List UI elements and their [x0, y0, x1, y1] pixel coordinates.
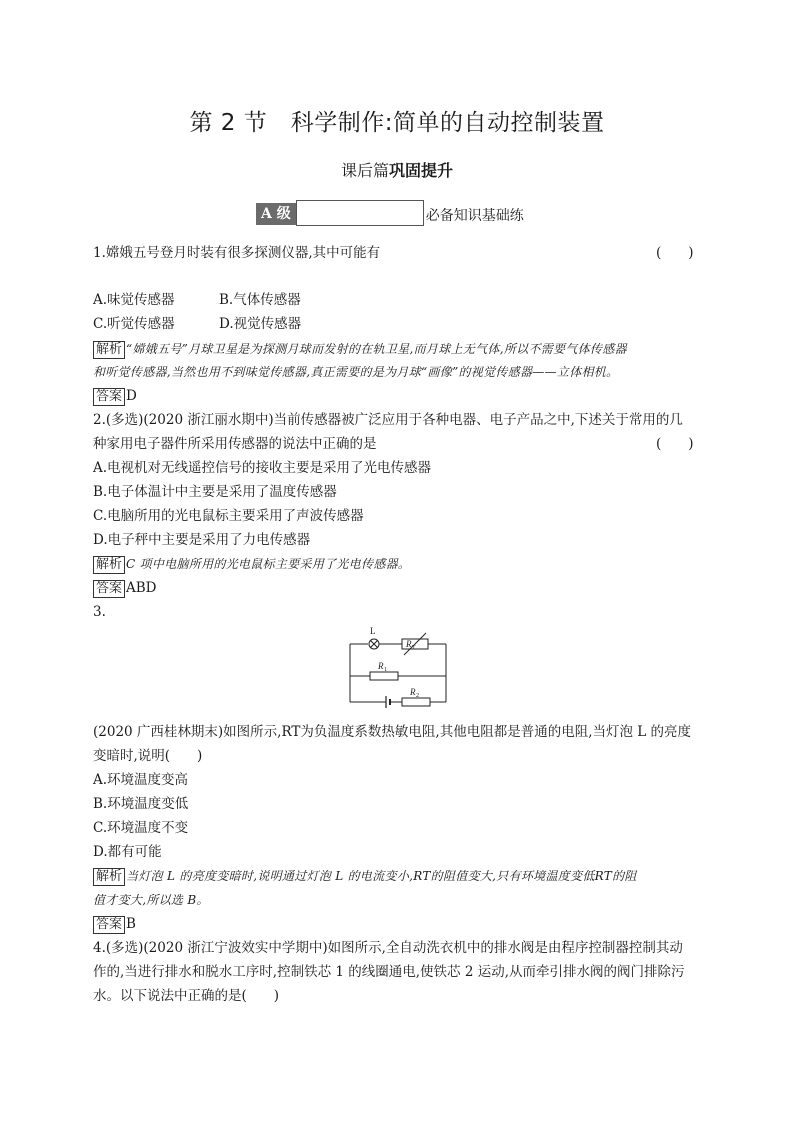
- q3-answer: [93, 914, 136, 934]
- level-title: 必备知识基础练: [425, 208, 524, 224]
- page-title: 第 2 节 科学制作:简单的自动控制装置: [189, 110, 605, 136]
- q3-option-a: A.环境温度变高: [93, 772, 189, 788]
- level-blank-box: [296, 200, 424, 226]
- q1-explain-line-1: [93, 339, 627, 359]
- q1-answer-label: 答案: [93, 388, 125, 406]
- q4-stem-line-1: 4.(多选)(2020 浙江宁波效实中学期中)如图所示,全自动洗衣机中的排水阀是由程序控制器控制其动: [93, 940, 683, 956]
- q1-answer-value: D: [126, 388, 137, 404]
- q2-option-a: A.电视机对无线遥控信号的接收主要是采用了光电传感器: [93, 460, 432, 476]
- subtitle-bold: 巩固提升: [389, 161, 454, 180]
- r2-sub: 2: [416, 693, 419, 699]
- q2-stem-line-1: 2.(多选)(2020 浙江丽水期中)当前传感器被广泛应用于各种电器、电子产品之中,下述关于常用的几: [93, 412, 683, 428]
- q3-explain-line-1: [93, 866, 637, 886]
- q1-paren: ( ): [656, 245, 694, 261]
- q3-explain-label: 解析: [93, 868, 125, 886]
- r2-rect: [402, 698, 430, 706]
- q3-option-c: C.环境温度不变: [93, 820, 189, 836]
- q1-stem: 1.嫦娥五号登月时装有很多探测仪器,其中可能有: [93, 245, 381, 261]
- r1-label: R: [378, 661, 384, 671]
- q4-stem-line-3: 水。以下说法中正确的是( ): [93, 988, 280, 1004]
- q2-explain: [93, 554, 410, 574]
- q3-explain-text-2: 值才变大,所以选 B。: [93, 893, 209, 907]
- q3-circuit-diagram: [346, 624, 450, 712]
- q3-explain-line-2: [93, 890, 209, 910]
- q1-explain-label: 解析: [93, 341, 125, 359]
- q3-explain-text-1: 当灯泡 L 的亮度变暗时,说明通过灯泡 L 的电流变小,RT的阻值变大,只有环境温度变低RT的阻: [126, 869, 637, 883]
- q2-option-b: B.电子体温计中主要是采用了温度传感器: [93, 484, 337, 500]
- q1-option-d: D.视觉传感器: [219, 316, 302, 332]
- q2-answer-value: ABD: [126, 580, 157, 596]
- lamp-label: L: [370, 626, 376, 636]
- q2-option-c: C.电脑所用的光电鼠标主要采用了声波传感器: [93, 508, 364, 524]
- q3-stem-line-2: 变暗时,说明( ): [93, 748, 203, 764]
- q3-stem-line-1: (2020 广西桂林期末)如图所示,RT为负温度系数热敏电阻,其他电阻都是普通的电阻,当灯泡 L 的亮度: [93, 724, 692, 740]
- q1-option-b: B.气体传感器: [219, 292, 301, 308]
- thermistor-label: R: [406, 639, 412, 649]
- r1-sub: 1: [384, 667, 387, 673]
- q1-explain-text-2: 和听觉传感器,当然也用不到味觉传感器,真正需要的是为月球“画像”的视觉传感器——立体相机。: [93, 365, 619, 379]
- q2-option-d: D.电子秤中主要是采用了力电传感器: [93, 532, 311, 548]
- q1-option-a: A.味觉传感器: [93, 292, 175, 308]
- r1-rect: [370, 672, 398, 680]
- q2-stem-line-2: 种家用电子器件所采用传感器的说法中正确的是: [93, 436, 377, 452]
- q3-option-b: B.环境温度变低: [93, 796, 189, 812]
- q3-number: 3.: [93, 604, 106, 620]
- q3-option-d: D.都有可能: [93, 844, 162, 860]
- page-subtitle: [0, 158, 794, 181]
- subtitle-prefix: 课后篇: [340, 161, 389, 180]
- q4-stem-line-2: 作的,当进行排水和脱水工序时,控制铁芯 1 的线圈通电,使铁芯 2 运动,从而牵引排水阀的阀门排除污: [93, 964, 685, 980]
- q3-answer-value: B: [126, 916, 136, 932]
- q1-answer: [93, 386, 137, 406]
- q1-explain-text-1: “嫦娥五号”月球卫星是为探测月球而发射的在轨卫星,而月球上无气体,所以不需要气体传感器: [126, 342, 627, 356]
- q1-explain-line-2: [93, 362, 618, 382]
- thermistor-sub: T: [412, 645, 416, 651]
- r2-label: R: [410, 687, 416, 697]
- level-header: [256, 200, 524, 226]
- q2-explain-label: 解析: [93, 556, 125, 574]
- q2-answer-label: 答案: [93, 580, 125, 598]
- level-tag: A 级: [256, 203, 296, 225]
- q3-answer-label: 答案: [93, 916, 125, 934]
- lamp-cross: [371, 641, 378, 648]
- q1-option-c: C.听觉传感器: [93, 316, 175, 332]
- q2-paren: ( ): [656, 436, 694, 452]
- q2-explain-text: C 项中电脑所用的光电鼠标主要采用了光电传感器。: [126, 557, 411, 571]
- q2-answer: [93, 578, 157, 598]
